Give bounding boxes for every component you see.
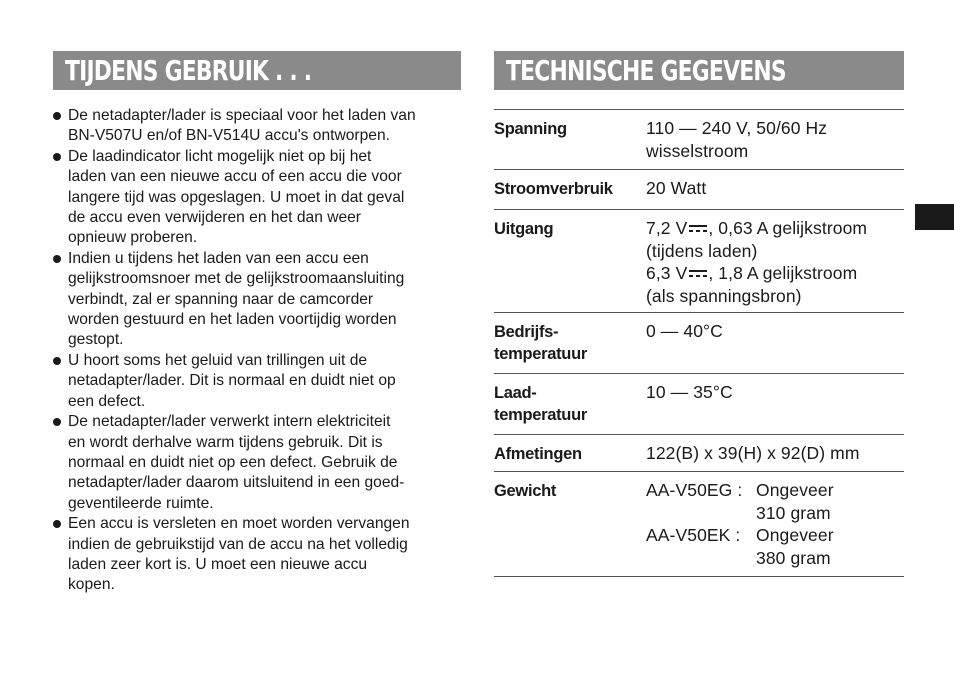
list-item: U hoort soms het geluid van trillingen uit de netadapter/lader. Dit is normaal en duidt niet op een defect.: [53, 351, 463, 412]
spec-value: AA-V50EG : Ongeveer 310 gram AA-V50EK : Ongeveer 380 gram: [646, 480, 834, 568]
spec-label: Bedrijfs- temperatuur: [494, 323, 587, 363]
spec-value: 122(B) x 39(H) x 92(D) mm: [646, 443, 860, 463]
spec-table: [494, 109, 904, 577]
section-heading-tijdens-gebruik: [53, 51, 461, 90]
spec-row-afmetingen: [494, 435, 904, 472]
section-heading-technische-gegevens: [494, 51, 904, 90]
spec-label: Spanning: [494, 120, 567, 138]
spec-label: Stroomverbruik: [494, 180, 613, 198]
side-tab-marker: [915, 204, 954, 230]
spec-value: 0 — 40°C: [646, 321, 723, 341]
spec-row-spanning: [494, 110, 904, 170]
list-item: Indien u tijdens het laden van een accu een gelijkstroomsnoer met de gelijkstroomaansluiting verbindt, zal er spanning naar de camcorder worden gestuurd en het laden voortijdig worden gestopt.: [53, 249, 463, 351]
bullet-icon: [53, 520, 61, 528]
dc-current-icon: [689, 269, 707, 279]
list-item: De netadapter/lader verwerkt intern elektriciteit en wordt derhalve warm tijdens gebruik. Dit is normaal en duidt niet op een defect. Gebruik de netadapter/lader daarom uitsluitend in een goed- geventileerde ruimte.: [53, 412, 463, 514]
bullet-icon: [53, 255, 61, 263]
dc-current-icon: [689, 224, 707, 234]
list-item: De laadindicator licht mogelijk niet op bij het laden van een nieuwe accu of een accu die voor langere tijd was opgeslagen. U moet in dat geval de accu even verwijderen en het dan weer opnieuw proberen.: [53, 147, 463, 249]
spec-row-stroomverbruik: [494, 170, 904, 210]
heading-text: TECHNISCHE GEGEVENS: [506, 54, 786, 87]
spec-label: Afmetingen: [494, 445, 582, 463]
spec-row-bedrijfstemperatuur: [494, 313, 904, 374]
spec-value: 7,2 V , 0,63 A gelijkstroom (tijdens laden) 6,3 V , 1,8 A gelijkstroom (als spanningsbron): [646, 218, 868, 306]
usage-notes-list: [53, 106, 463, 596]
spec-value: 110 — 240 V, 50/60 Hz wisselstroom: [646, 118, 828, 161]
heading-text: TIJDENS GEBRUIK . . .: [65, 54, 312, 87]
spec-label: Laad- temperatuur: [494, 384, 587, 424]
spec-value: 10 — 35°C: [646, 382, 733, 402]
list-item: De netadapter/lader is speciaal voor het laden van BN-V507U en/of BN-V514U accu's ontworpen.: [53, 106, 463, 147]
spec-label: Uitgang: [494, 220, 554, 238]
spec-label: Gewicht: [494, 482, 557, 500]
bullet-icon: [53, 357, 61, 365]
bullet-icon: [53, 153, 61, 161]
spec-row-gewicht: [494, 472, 904, 577]
bullet-icon: [53, 112, 61, 120]
bullet-icon: [53, 418, 61, 426]
spec-row-laadtemperatuur: [494, 374, 904, 435]
model-name: AA-V50EG :: [646, 480, 743, 500]
model-name: AA-V50EK :: [646, 525, 741, 545]
list-item: Een accu is versleten en moet worden vervangen indien de gebruikstijd van de accu na het volledig laden zeer kort is. U moet een nieuwe accu kopen.: [53, 514, 463, 596]
spec-row-uitgang: [494, 210, 904, 313]
spec-value: 20 Watt: [646, 178, 707, 198]
